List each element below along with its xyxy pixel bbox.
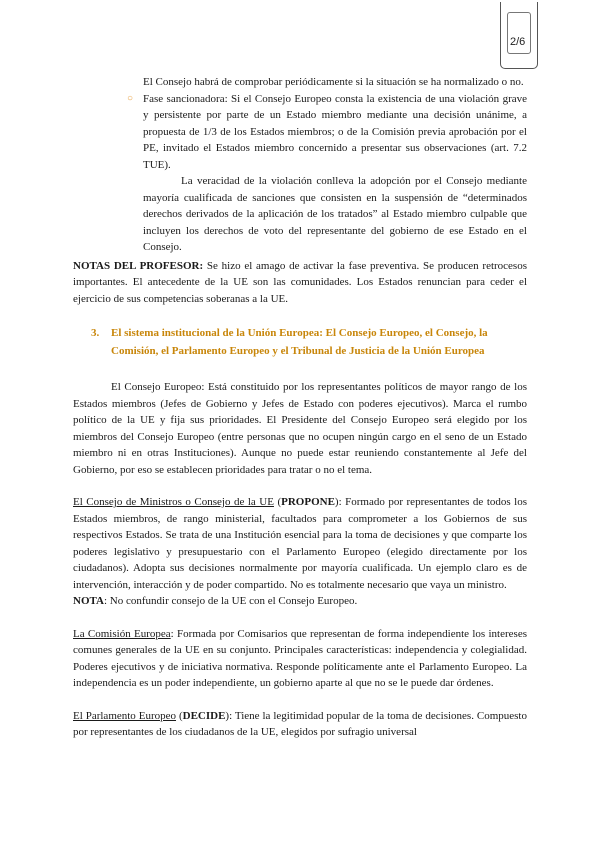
consejo-ministros-title: El Consejo de Ministros o Consejo de la UE <box>73 496 274 508</box>
professor-notes <box>73 258 527 308</box>
consejo-ministros-text: : Formado por representantes de todos los Estados miembros, de rango ministerial, facultados para comprometer a los Gobiernos de sus respectivos Estados. Se trata de una Institución esencial para la toma de decisiones y que comparte los poderes legislativo y presupuestario con el Parlamento Europeo (elegido directamente por los ciudadanos). Adopta sus decisiones normalmente por mayoría cualificada. Un ejemplo claro es de intervención, interacción y de poder compartido. No es totalmente necesario que vaya un ministro. <box>73 496 527 591</box>
propone-keyword: PROPONE <box>281 496 335 508</box>
parlamento-title: El Parlamento Europeo <box>73 709 177 722</box>
sanction-detail-paragraph: La veracidad de la violación conlleva la adopción por el Consejo mediante mayoría cualificada de sanciones que consisten en la suspensión de “determinados derechos derivados de la aplicación de los tratados” al Estado miembro culpable que incluyen los derechos de voto del representante del gobierno de ese Estado en el Consejo. <box>143 175 527 253</box>
bullet-item-sanction-phase <box>127 91 527 174</box>
section-heading <box>73 324 527 360</box>
comision-paragraph <box>73 626 527 692</box>
consejo-ministros-paragraph: El Consejo de Ministros o Consejo de la UE (PROPONE): Formado por representantes de todos los Estados miembros, de rango ministerial, facultados para comprometer a los Gobiernos de sus respectivos Estados. Se trata de una Institución esencial para la toma de decisiones y que comparte los poderes legislativo y presupuestario con el Parlamento Europeo (elegido directamente por los ciudadanos). Adopta sus decisiones normalmente por mayoría cualificada. Un ejemplo claro es de intervención, interacción y de poder compartido. No es totalmente necesario que vaya un ministro. <box>73 496 527 591</box>
section-title: El sistema institucional de la Unión Europea: El Consejo Europeo, el Consejo, la Comisión, el Parlamento Europeo y el Tribunal de Justicia de la Unión Europea <box>111 327 488 357</box>
section-number: 3. <box>91 327 100 339</box>
document-body <box>73 74 527 741</box>
notes-text: Se hizo el amago de activar la fase preventiva. Se producen retrocesos importantes. El antecedente de la UE son las comunidades. Los Estados renuncian para ceder el ejercicio de sus competencias soberanas a la UE. <box>73 259 527 305</box>
parlamento-text: : Tiene la legitimidad popular de la toma de decisiones. Compuesto por representantes de los ciudadanos de la UE, elegidos por sufragio universal <box>73 709 527 738</box>
comision-text: : Formada por Comisarios que representan de forma independiente los intereses comunes generales de la UE en su conjunto. Principales características: independencia y colegialidad. Poderes ejecutivos y de iniciativa normativa. Responde políticamente ante el Parlamento Europeo. La independencia es un poder independiente, un gobierno aparte al que no se le puede dar órdenes. <box>73 627 527 689</box>
page-number: 2/6 <box>510 36 526 48</box>
consejo-note <box>73 593 527 610</box>
bullet-text: Fase sancionadora: Si el Consejo Europeo consta la existencia de una violación grave y persistente por parte de un Estado miembro mediante una decisión unánime, a propuesta de 1/3 de los Estados miembros; o de la Comisión previa aprobación por el PE, invitado el Estados miembro concernido a presentar sus observaciones (art. 7.2 TUE). <box>143 92 527 171</box>
decide-keyword: DECIDE <box>182 709 226 722</box>
hollow-circle-bullet-icon: ○ <box>127 92 134 104</box>
comision-title: La Comisión Europea <box>73 627 171 640</box>
notes-label: NOTAS DEL PROFESOR: <box>73 259 204 272</box>
consejo-europeo-paragraph: El Consejo Europeo: Está constituido por los representantes políticos de mayor rango de los Estados miembros (Jefes de Gobierno y Jefes de Estado con poderes ejecutivos). Marca el rumbo político de la UE y fija sus prioridades. El Presidente del Consejo Europeo será elegido por los miembros del Consejo Europeo (entre personas que no ocupen ningún cargo en el seno de un Estado miembro ni en otras Instituciones). Aunque no puede estar reuniendo constantemente al Jefe del Gobierno, por eso se establecen prioridades para tratar o no el tema. <box>73 381 527 476</box>
note-label: NOTA <box>73 595 104 607</box>
note-text: : No confundir consejo de la UE con el Consejo Europeo. <box>103 595 358 607</box>
continuation-paragraph: El Consejo habrá de comprobar periódicamente si la situación se ha normalizado o no. <box>143 76 524 88</box>
parlamento-paragraph: El Parlamento Europeo (DECIDE): Tiene la legitimidad popular de la toma de decisiones. Compuesto por representantes de los ciudadanos de la UE, elegidos por sufragio universal <box>73 709 527 738</box>
